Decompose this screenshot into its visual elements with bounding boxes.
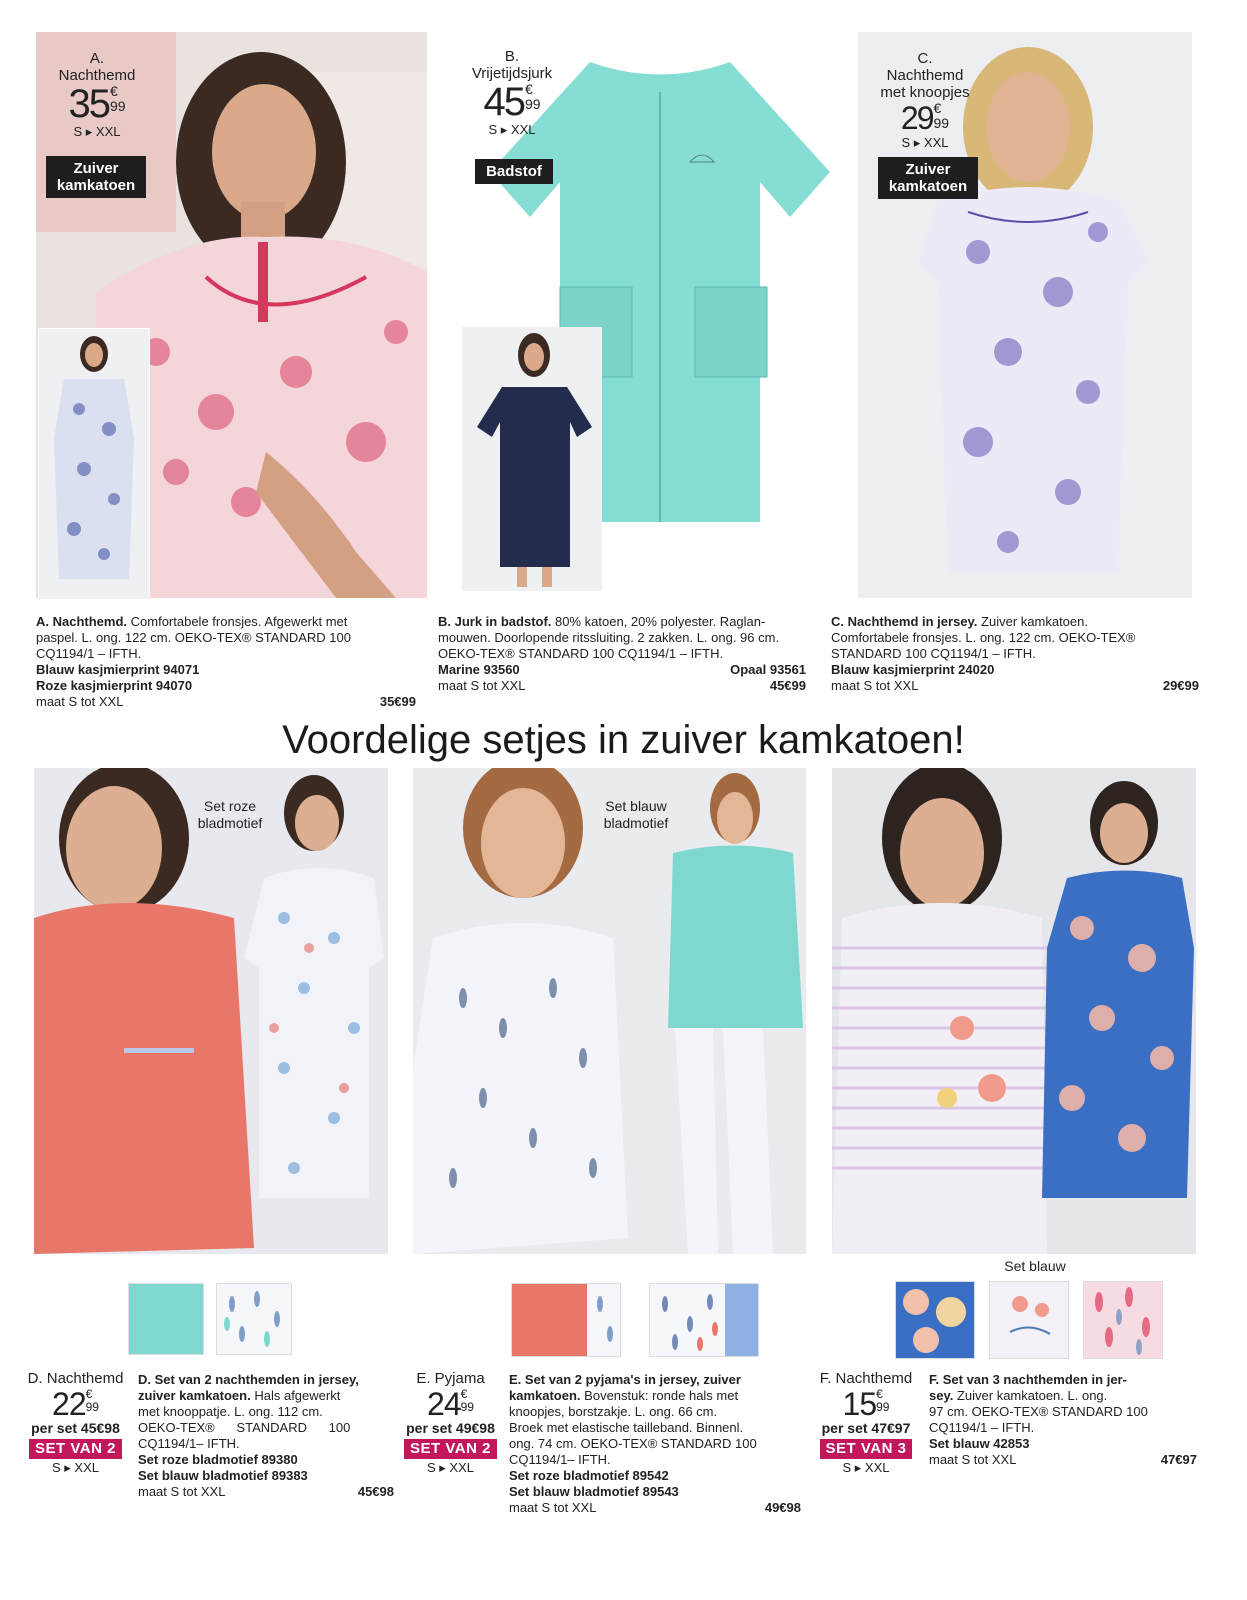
price-block-d [18, 1370, 133, 1477]
description-text: CQ1194/1 – IFTH. [929, 1420, 1035, 1435]
variant-code: Marine 93560 [438, 662, 520, 677]
description-text: Comfortabele fronsjes. L. ong. 122 cm. OEKO-TEX® [831, 630, 1136, 645]
badge-line: Badstof [486, 163, 542, 180]
variant-code: Roze kasjmierprint 94070 [36, 678, 193, 693]
price-integer: 22 [52, 1386, 86, 1422]
description-title: F. Set van 3 nachthemden in jer- [929, 1372, 1127, 1387]
size-range: S ▸ XXL [901, 135, 949, 150]
description-text: CQ1194/1– IFTH. [138, 1436, 240, 1451]
size-info: maat S tot XXL [509, 1500, 597, 1515]
label-set-roze [178, 798, 282, 832]
size-range: S ▸ XXL [52, 1460, 99, 1475]
photo-set-e [413, 768, 806, 1254]
material-badge-b [475, 159, 553, 184]
photo-set-f [832, 768, 1196, 1254]
price-block-e [398, 1370, 503, 1477]
description-f [929, 1372, 1197, 1468]
price: 45€99 [769, 678, 806, 693]
swatch-blue-leaf [649, 1283, 759, 1357]
variant-code: Set blauw bladmotief 89543 [509, 1484, 679, 1499]
description-title: D. Set van 2 nachthemden in jersey, [138, 1372, 359, 1387]
photo-inset-blue-variant-a [38, 328, 150, 600]
description-text: Comfortabele fronsjes. Afgewerkt met [130, 614, 348, 629]
description-title: E. Set van 2 pyjama's in jersey, zuiver [509, 1372, 741, 1387]
description-text: Broek met elastische tailleband. Binnenl. [509, 1420, 744, 1435]
price-integer: 45 [483, 80, 524, 124]
badge-line: kamkatoen [888, 178, 968, 195]
description-text: CQ1194/1– IFTH. [509, 1452, 611, 1467]
swatch-pink-leaf [1083, 1281, 1163, 1359]
description-b [438, 614, 806, 694]
variant-code: Set blauw 42853 [929, 1436, 1030, 1451]
size-range: S ▸ XXL [842, 1460, 890, 1475]
description-text: Zuiver kamkatoen. L. ong. [956, 1388, 1108, 1403]
description-d [138, 1372, 394, 1500]
size-info: maat S tot XXL [831, 678, 919, 693]
product-name: E. Pyjama [416, 1370, 485, 1387]
product-name: D. Nachthemd [27, 1370, 124, 1387]
product-letter: A. [89, 50, 105, 67]
photo-inset-marine-b [462, 327, 602, 591]
description-text: knoopjes, borstzakje. L. ong. 66 cm. [509, 1404, 718, 1419]
size-info: maat S tot XXL [36, 694, 124, 709]
price: 35€99 [379, 694, 416, 709]
price-decimal: 99 [109, 98, 126, 114]
size-info: maat S tot XXL [438, 678, 526, 693]
label-line: bladmotief [197, 815, 263, 831]
size-range: S ▸ XXL [427, 1460, 474, 1475]
set-badge: SET VAN 3 [820, 1439, 913, 1459]
size-info: maat S tot XXL [138, 1484, 226, 1499]
price-tag-c [870, 50, 980, 151]
badge-line: Zuiver [905, 161, 951, 178]
section-headline: Voordelige setjes in zuiver kamkatoen! [282, 718, 965, 762]
per-set-price: per set 47€97 [821, 1420, 911, 1436]
price-decimal: 99 [85, 1400, 99, 1414]
description-text: CQ1194/1 – IFTH. [36, 646, 142, 661]
description-text: mouwen. Doorlopende ritssluiting. 2 zakken. L. ong. 96 cm. [438, 630, 780, 645]
description-title: A. Nachthemd. [36, 614, 128, 629]
product-name: Vrijetijdsjurk [471, 65, 553, 82]
label-line: bladmotief [603, 815, 669, 831]
price: 45€98 [357, 1484, 394, 1499]
currency: € [524, 81, 533, 97]
product-letter: C. [917, 50, 933, 67]
price-decimal: 99 [524, 96, 541, 112]
currency: € [933, 100, 942, 116]
description-text: Zuiver kamkatoen. [981, 614, 1088, 629]
variant-code: Set blauw bladmotief 89383 [138, 1468, 308, 1483]
swatch-fruit-blue [895, 1281, 975, 1359]
description-text: OEKO-TEX® STANDARD 100 CQ1194/1 – IFTH. [438, 646, 724, 661]
description-text: OEKO-TEX® STANDARD 100 [138, 1420, 351, 1435]
set-badge: SET VAN 2 [404, 1439, 497, 1459]
description-text: Bovenstuk: ronde hals met [584, 1388, 739, 1403]
material-badge-c [878, 157, 978, 199]
variant-code: Blauw kasjmierprint 94071 [36, 662, 200, 677]
variant-code: Set roze bladmotief 89380 [138, 1452, 298, 1467]
swatch-coral-leaf [511, 1283, 621, 1357]
price-decimal: 99 [933, 115, 950, 131]
size-range: S ▸ XXL [73, 124, 121, 139]
description-a [36, 614, 416, 710]
price-integer: 29 [900, 100, 933, 136]
currency: € [85, 1387, 93, 1401]
description-text: STANDARD 100 CQ1194/1 – IFTH. [831, 646, 1036, 661]
currency: € [109, 83, 118, 99]
set-badge: SET VAN 2 [29, 1439, 122, 1459]
product-name-2: met knoopjes [880, 84, 970, 101]
variant-code: Set roze bladmotief 89542 [509, 1468, 669, 1483]
label-set-blauw-e [584, 798, 688, 832]
label-line: Set blauw [1004, 1258, 1066, 1274]
material-badge-a [46, 156, 146, 198]
product-letter: B. [504, 48, 520, 65]
price: 49€98 [764, 1500, 801, 1515]
label-set-blauw-f [985, 1258, 1085, 1275]
currency: € [460, 1387, 468, 1401]
variant-code: Blauw kasjmierprint 24020 [831, 662, 995, 677]
currency: € [876, 1387, 883, 1401]
price-integer: 35 [68, 82, 109, 126]
badge-line: Zuiver [73, 160, 119, 177]
description-text: 80% katoen, 20% polyester. Raglan- [555, 614, 766, 629]
price-decimal: 99 [460, 1400, 474, 1414]
per-set-price: per set 49€98 [406, 1420, 495, 1436]
price-tag-a [42, 50, 152, 140]
price-integer: 15 [842, 1386, 877, 1422]
per-set-price: per set 45€98 [31, 1420, 120, 1436]
product-name: Nachthemd [58, 67, 136, 84]
price-tag-b [462, 48, 562, 138]
description-title: B. Jurk in badstof. [438, 614, 552, 629]
price-block-f [810, 1370, 922, 1477]
swatch-turquoise [128, 1283, 204, 1355]
label-line: Set blauw [605, 798, 667, 814]
variant-code: Opaal 93561 [730, 662, 806, 677]
price: 29€99 [1162, 678, 1199, 693]
swatch-leaf-print [216, 1283, 292, 1355]
product-name: Nachthemd [886, 67, 964, 84]
description-title: zuiver kamkatoen. [138, 1388, 251, 1403]
description-text: met knooppatje. L. ong. 112 cm. [138, 1404, 323, 1419]
description-text: ong. 74 cm. OEKO-TEX® STANDARD 100 [509, 1436, 757, 1451]
badge-line: kamkatoen [56, 177, 136, 194]
price-decimal: 99 [876, 1400, 890, 1414]
description-e [509, 1372, 801, 1516]
description-text: Hals afgewerkt [254, 1388, 341, 1403]
description-title: sey. [929, 1388, 954, 1403]
description-title: C. Nachthemd in jersey. [831, 614, 978, 629]
price-integer: 24 [427, 1386, 461, 1422]
photo-set-d [34, 768, 388, 1254]
price: 47€97 [1160, 1452, 1197, 1467]
description-text: 97 cm. OEKO-TEX® STANDARD 100 [929, 1404, 1148, 1419]
description-text: paspel. L. ong. 122 cm. OEKO-TEX® STANDARD 100 [36, 630, 351, 645]
size-info: maat S tot XXL [929, 1452, 1017, 1467]
product-name: F. Nachthemd [819, 1370, 913, 1387]
swatch-la-dolce [989, 1281, 1069, 1359]
description-c [831, 614, 1199, 694]
description-title: kamkatoen. [509, 1388, 581, 1403]
label-line: Set roze [203, 798, 257, 814]
size-range: S ▸ XXL [488, 122, 536, 137]
